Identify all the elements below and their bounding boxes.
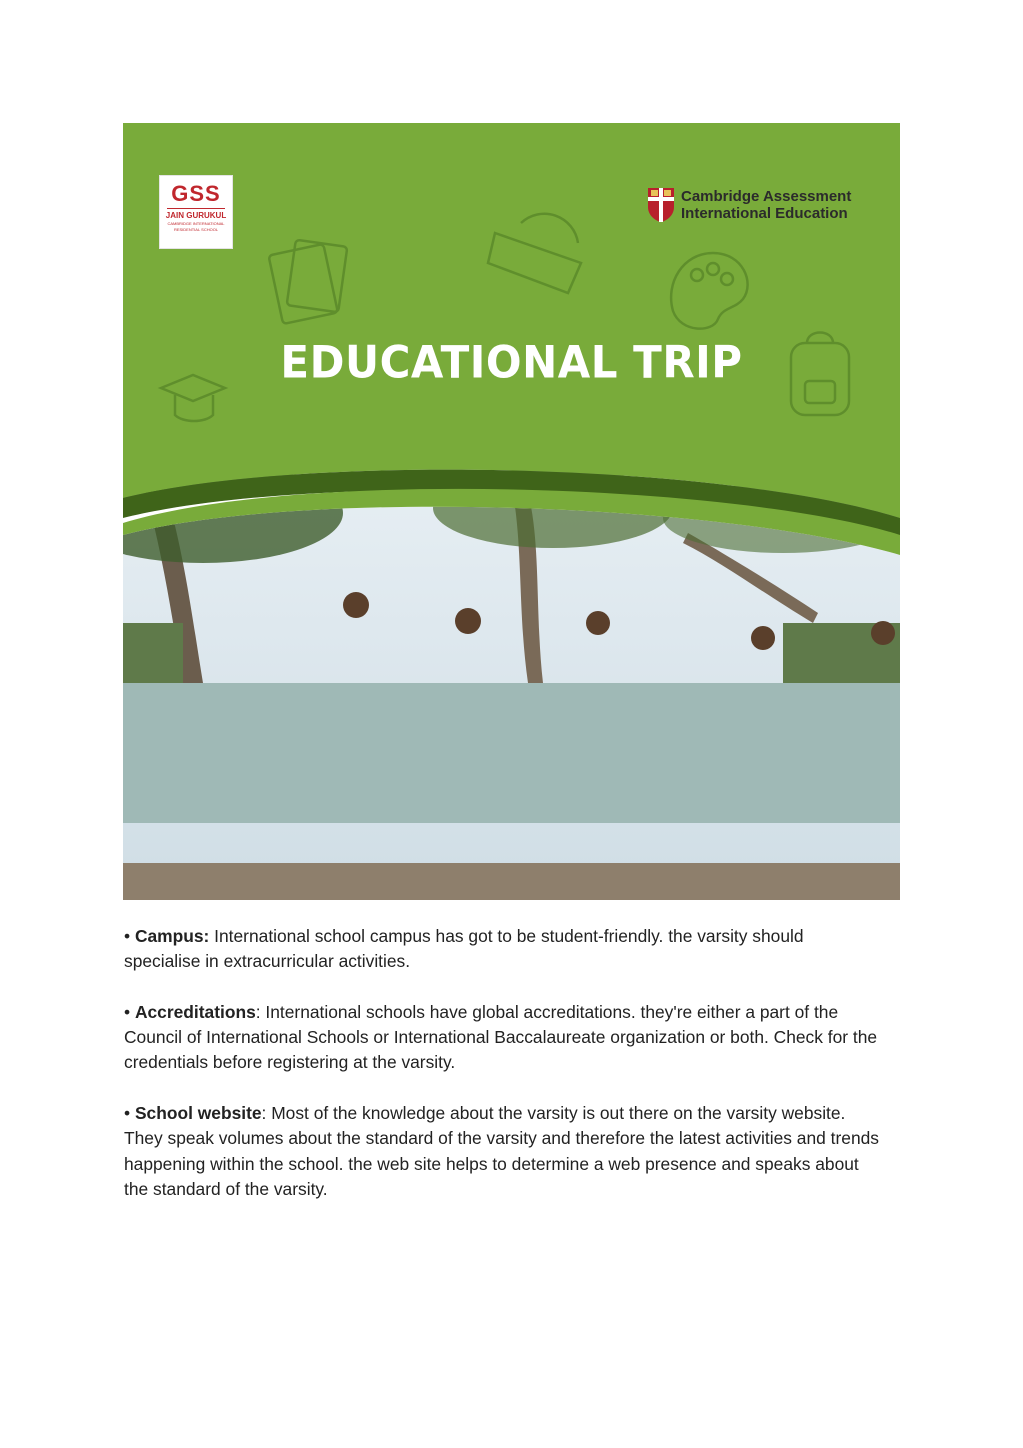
school-website-text: : Most of the knowledge about the varsity is out there on the varsity website. They speak volumes about the standard of the varsity and therefore the latest activities and trends happening within the school. the web site helps to determine a web presence and speaks about the standard of the varsity. — [124, 1103, 879, 1199]
accreditations-text: : International schools have global accreditations. they're either a part of the Council of International Schools or International Baccalaureate organization or both. Check for the credentials before registering at the varsity. — [124, 1001, 878, 1073]
school-subtitle-2: RESIDENTIAL SCHOOL — [173, 227, 219, 232]
bullet-campus — [124, 924, 884, 975]
bullet-school-website — [124, 1101, 884, 1202]
cambridge-shield-icon — [647, 187, 675, 223]
gss-jain-gurukul-logo — [159, 175, 233, 249]
bullet-accreditations — [124, 1000, 884, 1076]
campus-heading: Campus: — [134, 926, 210, 946]
banner-title: EDUCATIONAL TRIP — [280, 336, 743, 389]
school-subtitle-1: CAMBRIDGE INTERNATIONAL — [167, 221, 225, 226]
school-website-heading: School website — [134, 1103, 262, 1124]
bullet-symbol: • — [124, 1001, 131, 1022]
campus-text: International school campus has got to be student-friendly. the varsity should specialise in extracurricular activities. — [124, 926, 804, 972]
content-text — [124, 924, 884, 1228]
bullet-symbol: • — [124, 926, 131, 946]
accreditations-heading: Accreditations — [134, 1001, 256, 1022]
bullet-symbol: • — [124, 1103, 131, 1124]
school-name: JAIN GURUKUL — [165, 211, 227, 220]
educational-trip-banner — [123, 123, 900, 900]
cambridge-line-2: International Education — [681, 205, 848, 222]
banner-artwork — [123, 123, 900, 900]
cambridge-line-1: Cambridge Assessment — [681, 188, 852, 205]
gss-acronym: GSS — [171, 181, 221, 206]
cambridge-logo — [647, 185, 851, 225]
